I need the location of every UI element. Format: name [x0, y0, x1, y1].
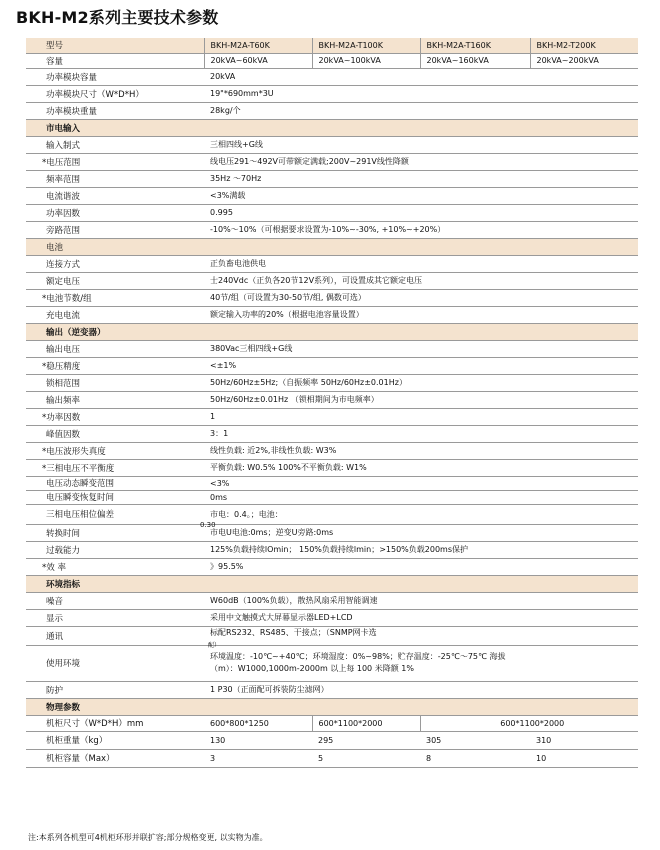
- capacity-cell: 20kVA~200kVA: [530, 53, 638, 68]
- table-row-cabinet-capacity: [26, 749, 638, 767]
- row-label: 输出频率: [26, 391, 204, 408]
- section-header-battery: [26, 238, 638, 255]
- table-row: [26, 541, 638, 558]
- row-value: 19"*690mm*3U: [204, 85, 638, 102]
- row-label: 使用环境: [26, 645, 204, 681]
- table-row: [26, 187, 638, 204]
- row-label: 功率模块尺寸（W*D*H）: [26, 85, 204, 102]
- model-label: 型号: [26, 38, 204, 53]
- row-value: 310: [530, 731, 638, 749]
- table-row: [26, 558, 638, 575]
- table-row: [26, 681, 638, 698]
- table-row: [26, 306, 638, 323]
- row-value: 3：1: [204, 425, 638, 442]
- row-value: -10%～10%（可根据要求设置为-10%~-30%, +10%~+20%）: [204, 221, 638, 238]
- section-title: 物理参数: [26, 698, 638, 715]
- capacity-cell: 20kVA~100kVA: [312, 53, 420, 68]
- table-row: [26, 609, 638, 626]
- row-value: 市电U电池:0ms；逆变U旁路:0ms: [204, 524, 638, 541]
- row-label: *电池节数/组: [26, 289, 204, 306]
- row-value: 295: [312, 731, 420, 749]
- row-value: 35Hz ～70Hz: [204, 170, 638, 187]
- row-label: 电流谐波: [26, 187, 204, 204]
- row-value: 305: [420, 731, 530, 749]
- table-row-cabinet-size: [26, 715, 638, 731]
- row-value: 40节/组（可设置为30-50节/组, 偶数可选）: [204, 289, 638, 306]
- row-label: *电压范围: [26, 153, 204, 170]
- row-label: 通讯: [26, 626, 204, 645]
- row-value: 28kg/个: [204, 102, 638, 119]
- row-value: 380Vac三相四线+G线: [204, 340, 638, 357]
- table-row: [26, 524, 638, 541]
- table-row: [26, 476, 638, 490]
- row-label: 电压动态瞬变范围: [26, 476, 204, 490]
- row-value: 线性负载: 近2%,非线性负载: W3%: [204, 442, 638, 459]
- row-value: 市电：0.4。；电池： 0.30: [204, 504, 638, 524]
- capacity-label: 容量: [26, 53, 204, 68]
- table-row: [26, 170, 638, 187]
- row-value: 600*1100*2000: [420, 715, 638, 731]
- star-marker: *: [42, 361, 47, 372]
- table-row: [26, 374, 638, 391]
- star-marker: *: [42, 463, 47, 474]
- table-row: [26, 221, 638, 238]
- row-value: 0.995: [204, 204, 638, 221]
- model-cell: BKH-M2A-T60K: [204, 38, 312, 53]
- row-value: 采用中文触摸式大屏幕显示器LED+LCD: [204, 609, 638, 626]
- table-row: [26, 340, 638, 357]
- row-value: 线电压291～492V可带额定满载;200V~291V线性降额: [204, 153, 638, 170]
- section-header-physical: [26, 698, 638, 715]
- table-row-model: [26, 38, 638, 53]
- table-row: [26, 153, 638, 170]
- row-label: 噪音: [26, 592, 204, 609]
- row-label: 充电电流: [26, 306, 204, 323]
- star-marker: *: [42, 412, 47, 423]
- spec-table: [26, 38, 638, 768]
- row-label: 显示: [26, 609, 204, 626]
- table-row: [26, 408, 638, 425]
- page-title: BKH-M2系列主要技术参数: [16, 8, 219, 27]
- row-value: 三相四线+G线: [204, 136, 638, 153]
- table-row: [26, 592, 638, 609]
- row-value: <3%满载: [204, 187, 638, 204]
- section-title: 输出（逆变器）: [26, 323, 638, 340]
- row-value: W60dB（100%负载），散热风扇采用智能调速: [204, 592, 638, 609]
- row-label: 过载能力: [26, 541, 204, 558]
- row-label: *三相电压不平衡度: [26, 459, 204, 476]
- row-value-overflow: 配）: [208, 641, 221, 649]
- table-row: [26, 391, 638, 408]
- star-marker: *: [42, 562, 47, 573]
- table-row: [26, 102, 638, 119]
- star-marker: *: [42, 293, 47, 304]
- row-label: 输入制式: [26, 136, 204, 153]
- row-value: 标配RS232、RS485、干接点；（SNMP网卡选 配）: [204, 626, 638, 645]
- row-label: *功率因数: [26, 408, 204, 425]
- row-value: 3: [204, 749, 312, 767]
- section-title: 环境指标: [26, 575, 638, 592]
- row-value: 20kVA: [204, 68, 638, 85]
- row-label: 连接方式: [26, 255, 204, 272]
- capacity-cell: 20kVA~60kVA: [204, 53, 312, 68]
- row-label: 三相电压相位偏差: [26, 504, 204, 524]
- row-value: 50Hz/60Hz±5Hz;（自振频率 50Hz/60Hz±0.01Hz）: [204, 374, 638, 391]
- section-header-env: [26, 575, 638, 592]
- row-value: <3%: [204, 476, 638, 490]
- row-label: 锁相范围: [26, 374, 204, 391]
- row-label: 防护: [26, 681, 204, 698]
- table-row-capacity: [26, 53, 638, 68]
- table-row: [26, 490, 638, 504]
- row-value: 0ms: [204, 490, 638, 504]
- table-row: [26, 459, 638, 476]
- table-row: [26, 289, 638, 306]
- row-label: 旁路范围: [26, 221, 204, 238]
- row-label: 功率因数: [26, 204, 204, 221]
- section-header-output: [26, 323, 638, 340]
- row-value: 8: [420, 749, 530, 767]
- row-value: 士240Vdc（正负各20节12V系列），可设置成其它额定电压: [204, 272, 638, 289]
- table-row: [26, 272, 638, 289]
- section-title: 市电输入: [26, 119, 638, 136]
- row-value: <±1%: [204, 357, 638, 374]
- row-value: 50Hz/60Hz±0.01Hz （锁相期间为市电频率）: [204, 391, 638, 408]
- row-value: 平衡负载: W0.5% 100%不平衡负载: W1%: [204, 459, 638, 476]
- footnote: 注:本系列各机型可4机柜环形并联扩容;部分规格变更, 以实物为准。: [28, 833, 268, 842]
- row-value: 1 P30（正面配可拆装防尘滤网）: [204, 681, 638, 698]
- row-label: 输出电压: [26, 340, 204, 357]
- row-value: 正负畜电池供电: [204, 255, 638, 272]
- table-row: [26, 442, 638, 459]
- row-value: 》95.5%: [204, 558, 638, 575]
- model-cell: BKH-M2-T200K: [530, 38, 638, 53]
- row-value: 600*800*1250: [204, 715, 312, 731]
- row-label: 机柜重量（kg）: [26, 731, 204, 749]
- row-label: 频率范围: [26, 170, 204, 187]
- table-row: [26, 504, 638, 524]
- row-value: 5: [312, 749, 420, 767]
- table-row: [26, 425, 638, 442]
- row-value: 额定输入功率的20%（根据电池容量设置）: [204, 306, 638, 323]
- row-label: 电压瞬变恢复时间: [26, 490, 204, 504]
- star-marker: *: [42, 446, 47, 457]
- row-value-overflow: 0.30: [200, 520, 216, 529]
- section-header-mains: [26, 119, 638, 136]
- row-label: 机柜容量（Max）: [26, 749, 204, 767]
- row-label: 机柜尺寸（W*D*H）mm: [26, 715, 204, 731]
- table-row: [26, 136, 638, 153]
- row-label: *稳压精度: [26, 357, 204, 374]
- row-label: 功率模块重量: [26, 102, 204, 119]
- model-cell: BKH-M2A-T100K: [312, 38, 420, 53]
- table-row: [26, 255, 638, 272]
- star-marker: *: [42, 157, 47, 168]
- table-row: [26, 357, 638, 374]
- row-value: 10: [530, 749, 638, 767]
- row-label: 峰值因数: [26, 425, 204, 442]
- row-label: 额定电压: [26, 272, 204, 289]
- table-row: [26, 626, 638, 645]
- row-label: 功率模块容量: [26, 68, 204, 85]
- row-value: 600*1100*2000: [312, 715, 420, 731]
- table-row: [26, 645, 638, 681]
- model-cell: BKH-M2A-T160K: [420, 38, 530, 53]
- section-title: 电池: [26, 238, 638, 255]
- row-label: 转换时间: [26, 524, 204, 541]
- row-label: *电压波形失真度: [26, 442, 204, 459]
- capacity-cell: 20kVA~160kVA: [420, 53, 530, 68]
- table-row: [26, 204, 638, 221]
- row-value: 环境温度：-10℃~+40℃；环境湿度：0%~98%；贮存温度：-25℃～75℃ 海拔 （m）：W1000,1000m-2000m 以上每 100 米降额 1%: [204, 645, 638, 681]
- row-value: 130: [204, 731, 312, 749]
- table-row-cabinet-weight: [26, 731, 638, 749]
- row-value: 1: [204, 408, 638, 425]
- table-row: [26, 68, 638, 85]
- row-label: *效 率: [26, 558, 204, 575]
- table-row: [26, 85, 638, 102]
- row-value: 125%负载持续lOmin； 150%负载持续lmin；>150%负载200ms保护: [204, 541, 638, 558]
